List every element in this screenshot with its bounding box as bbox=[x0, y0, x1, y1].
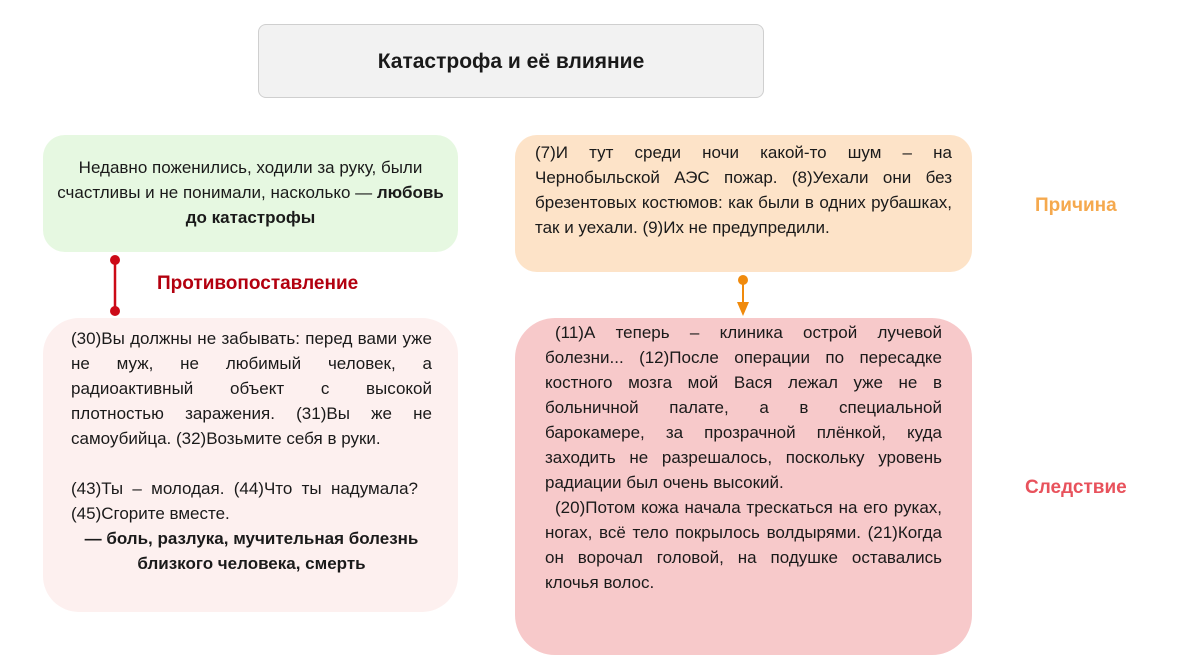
cause-text: (7)И тут среди ночи какой-то шум – на Чернобыльской АЭС пожар. (8)Уехали они без брезентовых костюмов: как были в одних рубашках, так и уехали. (9)Их не предупредили. bbox=[535, 143, 952, 237]
effect-p1: (11)А теперь – клиника острой лучевой болезни... (12)После операции по пересадке костного мозга мой Вася лежал уже не в больничной палате, а в специальной барокамере, за прозрачной плёнкой, куда заходить не разрешалось, поскольку уровень радиации был очень высокий. bbox=[545, 323, 942, 492]
cause-label: Причина bbox=[1035, 195, 1117, 216]
effect-box bbox=[515, 318, 972, 655]
cause-arrow bbox=[733, 272, 753, 318]
contrast-p1: (30)Вы должны не забывать: перед вами уже не муж, не любимый человек, а радиоактивный объект с высокой плотностью заражения. (31)Вы же не самоубийца. (32)Возьмите себя в руки. bbox=[71, 329, 432, 448]
love-bold: любовь до катастрофы bbox=[185, 183, 444, 227]
contrast-box bbox=[43, 318, 458, 612]
contrast-connector bbox=[105, 255, 125, 317]
effect-label: Следствие bbox=[1025, 477, 1127, 498]
contrast-bold: — боль, разлука, мучительная болезнь близкого человека, смерть bbox=[84, 529, 419, 573]
love-box bbox=[43, 135, 458, 252]
effect-p2: (20)Потом кожа начала трескаться на его руках, ногах, всё тело покрылось волдырями. (21)Когда он ворочал головой, на подушке оставались клочья волос. bbox=[545, 498, 942, 592]
contrast-label: Противопоставление bbox=[157, 273, 359, 294]
diagram-title: Катастрофа и её влияние bbox=[258, 24, 764, 98]
cause-box bbox=[515, 135, 972, 272]
contrast-p2: (43)Ты – молодая. (44)Что ты надумала? (45)Сгорите вместе. bbox=[71, 479, 418, 523]
love-text: Недавно поженились, ходили за руку, были счастливы и не понимали, насколько — bbox=[57, 158, 423, 202]
